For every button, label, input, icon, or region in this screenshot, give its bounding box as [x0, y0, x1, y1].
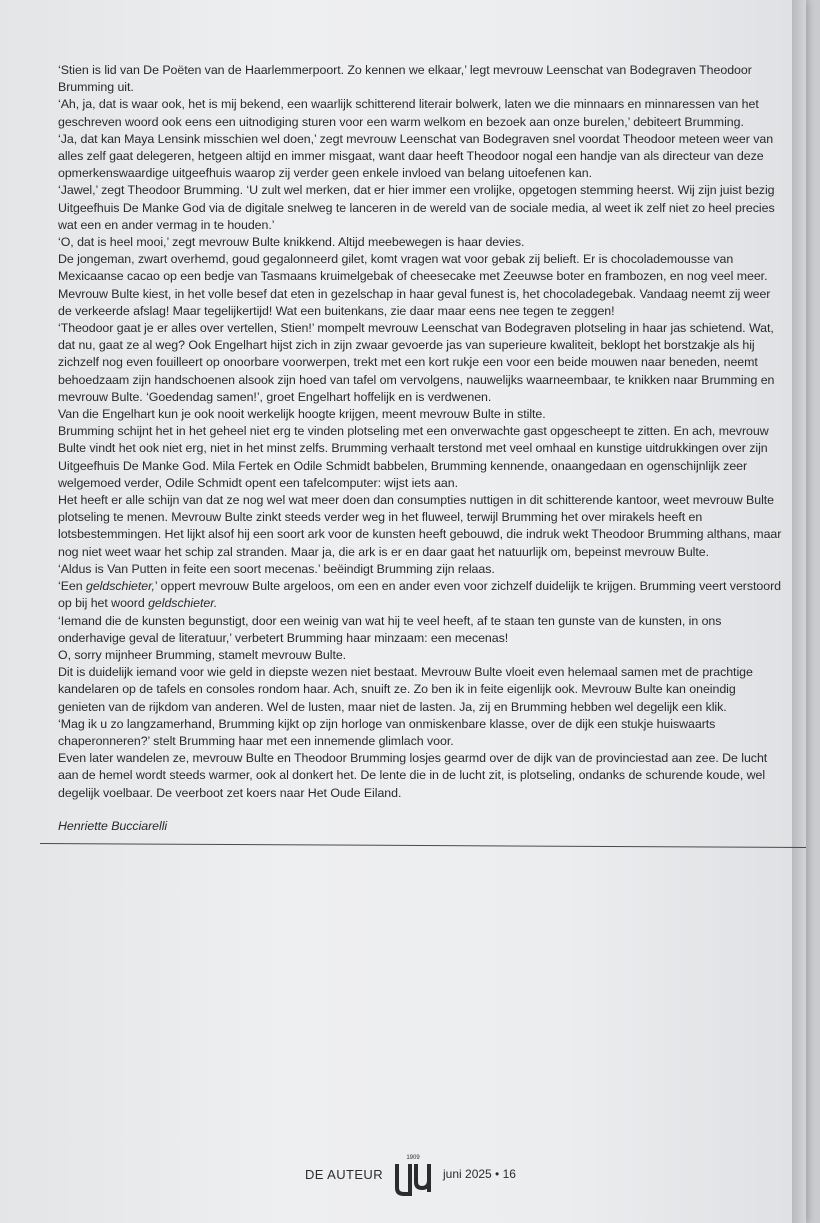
paragraph: Dit is duidelijk iemand voor wie geld in diepste wezen niet bestaat. Mevrouw Bulte vloeit even helemaal samen met de prachtige kandelaren op de tafels en consoles rondom haar. Ach, snuift ze. Zo ben ik in feite eigenlijk ook. Mevrouw Bulte kan oneindig genieten van de rijkdom van anderen. Wel de lusten, maar niet de lasten. Ja, zij en Brumming hebben wel degelijk een klik. [58, 665, 753, 714]
paragraph: ‘O, dat is heel mooi,’ zegt mevrouw Bulte knikkend. Altijd meebewegen is haar devies. [58, 235, 525, 250]
paragraph: ‘Theodoor gaat je er alles over vertellen, Stien!’ mompelt mevrouw Leenschat van Bodegraven plotseling in haar jas schietend. Wat, dat nu, gaat ze al weg? Ook Engelhart hijst zich in zijn zwaar gevoerde jas van superieure kwaliteit, beklopt het borstzakje als hij zichzelf nog even fouilleert op onoorbare voorwerpen, trekt met een kort rukje een voor een beide mouwen naar beneden, neemt behoedzaam zijn handschoenen alsook zijn hoed van tafel om vervolgens, nauwelijks waarneembaar, te knikken naar Brumming en mevrouw Bulte. ‘Goedendag samen!’, groet Engelhart hoffelijk en is verdwenen. [58, 321, 775, 404]
paragraph: ‘Jawel,’ zegt Theodoor Brumming. ‘U zult wel merken, dat er hier immer een vrolijke, opgetogen stemming heerst. Wij zijn juist bezig Uitgeefhuis De Manke God via de digitale snelweg te lanceren in de wereld van de sociale media, al weet ik zelf niet zo heel precies wat een en ander vermag in te houden.’ [58, 183, 775, 232]
paragraph-geldschieter [58, 578, 786, 612]
paragraph: ‘Ah, ja, dat is waar ook, het is mij bekend, een waarlijk schitterend literair bolwerk, laten we die minnaars en minnaressen van het geschreven woord ook eens een uitnodiging sturen voor een warm welkom en bezoek aan onze burelen,’ debiteert Brumming. [58, 97, 759, 129]
issue-info: juni 2025 • 16 [443, 1167, 516, 1181]
text-span: ’ oppert mevrouw Bulte argeloos, om een en ander even voor zichzelf duidelijk te krijgen. Brumming veert verstoord op bij het woord [58, 579, 782, 611]
logo-year: 1909 [406, 1155, 420, 1161]
author-signature: Henriette Bucciarelli [58, 818, 168, 833]
text-span: ‘Een [58, 579, 86, 594]
paragraph: ‘Ja, dat kan Maya Lensink misschien wel doen,’ zegt mevrouw Leenschat van Bodegraven snel voordat Theodoor meteen weer van alles zelf gaat delegeren, hetgeen altijd en immer misgaat, want daar heeft Theodoor nogal een handje van als directeur van deze opmerkenswaardige uitgeefhuis waarop zij verder geen enkele invloed van belang uitoefenen kan. [58, 131, 774, 181]
paragraph: ‘Aldus is Van Putten in feite een soort mecenas.’ beëindigt Brumming zijn relaas. [58, 561, 495, 576]
magazine-name: DE AUTEUR [305, 1166, 384, 1182]
emphasis: geldschieter, [86, 579, 155, 594]
page-edge [792, 0, 806, 1223]
paragraph: Van die Engelhart kun je ook nooit werkelijk hoogte krijgen, meent mevrouw Bulte in stilte. [58, 407, 546, 422]
emphasis: geldschieter. [148, 596, 218, 611]
paragraph: Even later wandelen ze, mevrouw Bulte en Theodoor Brumming losjes gearmd over de dijk van de provinciestad aan zee. De lucht aan de hemel wordt steeds warmer, ook al donkert het. De lente die in de lucht zit, is plotseling, ondanks de schurende koude, wel degelijk voelbaar. De veerboot zet koers naar Het Oude Eiland. [58, 751, 768, 800]
paragraph: ‘Iemand die de kunsten begunstigt, door een weinig van wat hij te veel heeft, af te staan ten gunste van de kunsten, in ons onderhavige geval de literatuur,’ verbetert Brumming haar minzaam: een mecenas! [58, 613, 722, 645]
paragraph: O, sorry mijnheer Brumming, stamelt mevrouw Bulte. [58, 647, 347, 662]
article-body [58, 62, 786, 847]
paragraph: De jongeman, zwart overhemd, goud gegalonneerd gilet, komt vragen wat voor gebak zij belieft. Er is chocolademousse van Mexicaanse cacao op een bedje van Tasmaans kruimelgebak of cheesecake met Zeeuwse boter en frambozen, en nog veel meer. Mevrouw Bulte kiest, in het volle besef dat eten in gezelschap in haar geval funest is, het chocoladegebak. Vandaag neemt zij weer de verkeerde afslag! Maar tegelijkertijd! Wat een buitenkans, zie daar maar eens nee tegen te zeggen! [58, 252, 771, 318]
magazine-logo-icon [393, 1152, 433, 1196]
paragraph: ‘Mag ik u zo langzamerhand, Brumming kijkt op zijn horloge van onmiskenbare klasse, over de dijk een stukje huiswaarts chaperonneren?’ stelt Brumming haar met een innemende glimlach voor. [58, 716, 716, 748]
paragraph: Brumming schijnt het in het geheel niet erg te vinden plotseling met een onverwachte gast opgescheept te zitten. En ach, mevrouw Bulte vindt het ook niet erg, niet in het minst zelfs. Brumming verhaalt terstond met veel omhaal en kunstige uitdrukkingen over zijn Uitgeefhuis De Manke God. Mila Fertek en Odile Schmidt babbelen, Brumming kennende, onaangedaan en ogenschijnlijk zeer welgemoed verder, Odile Schmidt opent een tafelcomputer: wijst iets aan. [58, 424, 769, 490]
page-footer [305, 1152, 516, 1196]
paragraph: ‘Stien is lid van De Poëten van de Haarlemmerpoort. Zo kennen we elkaar,’ legt mevrouw Leenschat van Bodegraven Theodoor Brumming uit. [58, 63, 752, 95]
paragraph: Het heeft er alle schijn van dat ze nog wel wat meer doen dan consumpties nuttigen in dit schitterende kantoor, weet mevrouw Bulte plotseling te menen. Mevrouw Bulte zinkt steeds verder weg in het fluweel, terwijl Brumming het over mirakels heeft en lotsbestemmingen. Het lijkt alsof hij een soort ark voor de kunsten heeft gebouwd, die indruk wekt Theodoor Brumming althans, maar nog niet weet waar het schip zal stranden. Maar ja, die ark is er en daar gaat het natuurlijk om, bepeinst mevrouw Bulte. [58, 493, 782, 559]
